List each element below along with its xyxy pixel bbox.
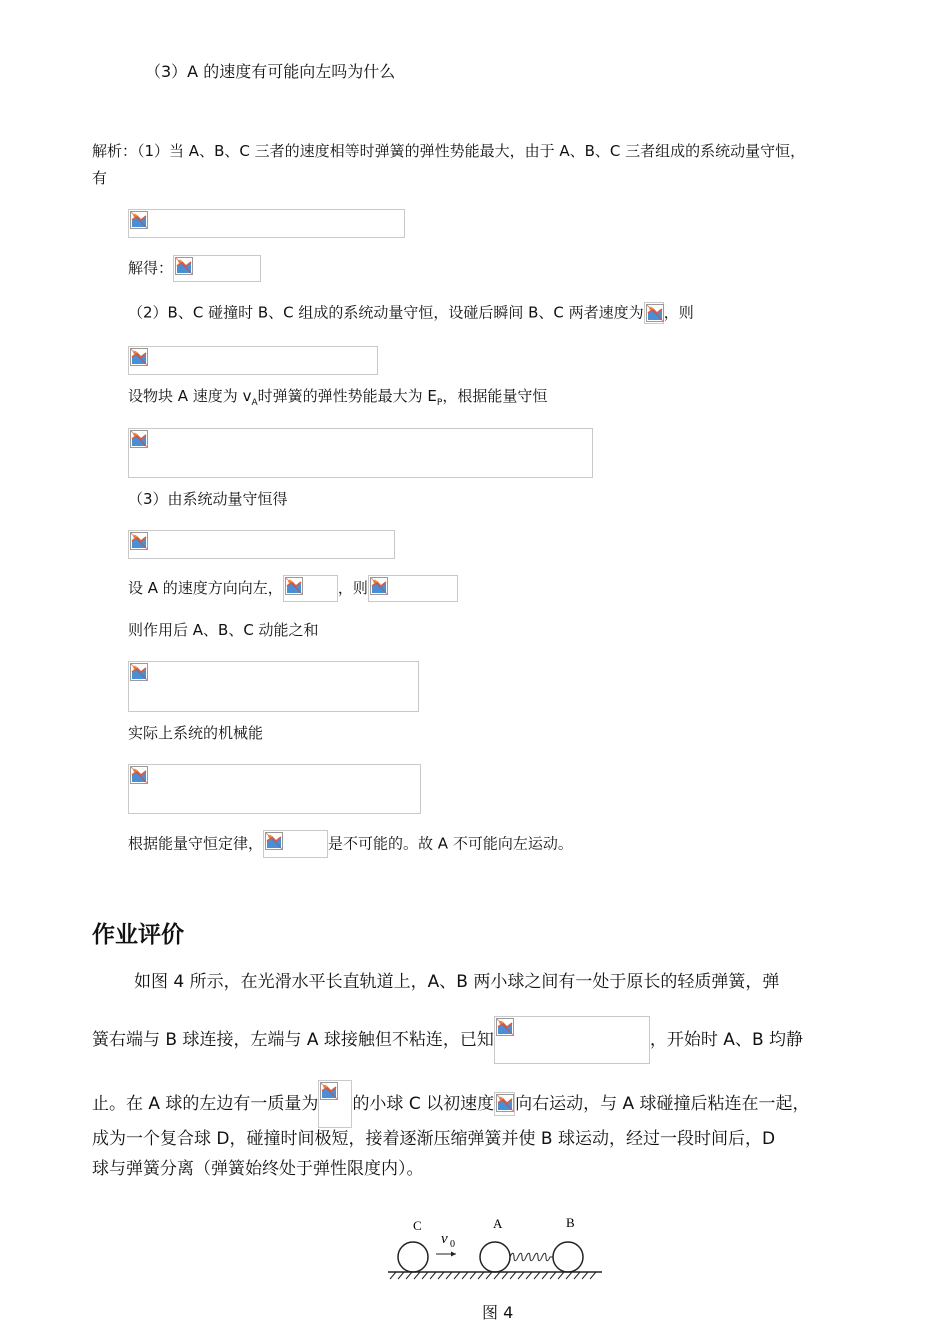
broken-image-icon: [496, 1018, 514, 1036]
broken-image-icon: [130, 766, 148, 784]
ball-b: [553, 1242, 583, 1272]
equation-image-11: [263, 830, 328, 858]
homework-line-2b: ，开始时 A、B 均静: [649, 1030, 804, 1050]
equation-image-7: [283, 575, 338, 602]
solve-label: [128, 255, 261, 282]
homework-line-3c: 向右运动，与 A 球碰撞后粘连在一起，: [515, 1094, 810, 1114]
ground-hatching: [390, 1272, 596, 1279]
equation-image-14: [494, 1092, 515, 1116]
homework-heading: 作业评价: [92, 922, 184, 948]
homework-line-3a: 止。在 A 球的左边有一质量为: [92, 1094, 319, 1114]
equation-image-2: [173, 255, 261, 282]
homework-line-3: [92, 1080, 810, 1128]
homework-line-4: 成为一个复合球 D，碰撞时间极短，接着逐渐压缩弹簧并使 B 球运动，经过一段时间后，D: [92, 1129, 776, 1149]
analysis-line-2: [128, 302, 694, 324]
broken-image-icon: [130, 532, 148, 550]
analysis-line-5: [128, 575, 458, 602]
solve-text: 解得：: [128, 259, 174, 277]
broken-image-icon: [320, 1082, 338, 1100]
part3-sub-a: A: [251, 398, 258, 408]
equation-image-1: [128, 209, 405, 238]
ball-c: [398, 1242, 428, 1272]
ball-a: [480, 1242, 510, 1272]
broken-image-icon: [175, 257, 193, 275]
analysis-line-3: [128, 386, 547, 413]
analysis-line-6: 则作用后 A、B、C 动能之和: [128, 621, 319, 639]
broken-image-icon: [496, 1094, 514, 1112]
label-c: C: [413, 1218, 422, 1233]
homework-line-1: 如图 4 所示，在光滑水平长直轨道上，A、B 两小球之间有一处于原长的轻质弹簧，弹: [134, 972, 780, 992]
equation-image-9: [128, 661, 419, 712]
part5-text-a: 设 A 的速度方向向左，: [128, 579, 283, 597]
part2-text-a: （2）B、C 碰撞时 B、C 组成的系统动量守恒，设碰后瞬间 B、C 两者速度为: [128, 303, 644, 322]
velocity-arrow-head: [451, 1252, 456, 1257]
broken-image-icon: [285, 577, 303, 595]
analysis-line-8: [128, 830, 573, 858]
equation-image-12: [494, 1016, 650, 1064]
spring: [510, 1253, 553, 1261]
broken-image-icon: [130, 663, 148, 681]
part3-text-a: 设物块 A 速度为 v: [128, 387, 252, 405]
label-v: v: [441, 1231, 448, 1247]
broken-image-icon: [130, 348, 148, 366]
analysis-line-4: （3）由系统动量守恒得: [128, 490, 288, 508]
question-3-title: （3）A 的速度有可能向左吗为什么: [145, 62, 396, 81]
homework-line-2: [92, 1016, 803, 1064]
part3-text-b: 时弹簧的弹性势能最大为 E: [257, 387, 437, 405]
part8-text-a: 根据能量守恒定律，: [128, 834, 264, 853]
equation-image-3: [644, 302, 664, 324]
broken-image-icon: [646, 304, 664, 322]
part8-text-b: 是不可能的。故 A 不可能向左运动。: [328, 834, 573, 853]
part3-sub-p: P: [436, 398, 443, 408]
equation-image-5: [128, 428, 593, 478]
part5-text-b: ，则: [337, 579, 368, 597]
broken-image-icon: [130, 430, 148, 448]
figure-4-diagram: [380, 1210, 620, 1285]
equation-image-13: [318, 1080, 352, 1128]
equation-image-8: [368, 575, 458, 602]
label-v-sub: 0: [450, 1239, 455, 1250]
figure-caption: 图 4: [482, 1303, 514, 1322]
part2-text-b: ，则: [663, 303, 694, 322]
part3-text-c: ，根据能量守恒: [442, 387, 548, 405]
equation-image-6: [128, 530, 395, 559]
homework-line-2a: 簧右端与 B 球连接，左端与 A 球接触但不粘连，已知: [92, 1030, 494, 1050]
analysis-line-1: 解析：（1）当 A、B、C 三者的速度相等时弹簧的弹性势能最大，由于 A、B、C 三者组成的系统动量守恒，: [92, 142, 806, 160]
broken-image-icon: [130, 211, 148, 229]
equation-image-4: [128, 346, 378, 375]
equation-image-10: [128, 764, 421, 814]
broken-image-icon: [370, 577, 388, 595]
analysis-line-1b: 有: [92, 169, 108, 187]
homework-line-5: 球与弹簧分离（弹簧始终处于弹性限度内）。: [92, 1159, 424, 1179]
label-a: A: [493, 1216, 503, 1231]
label-b: B: [566, 1215, 575, 1230]
broken-image-icon: [265, 832, 283, 850]
analysis-line-7: 实际上系统的机械能: [128, 724, 264, 742]
homework-line-3b: 的小球 C 以初速度: [352, 1094, 495, 1114]
